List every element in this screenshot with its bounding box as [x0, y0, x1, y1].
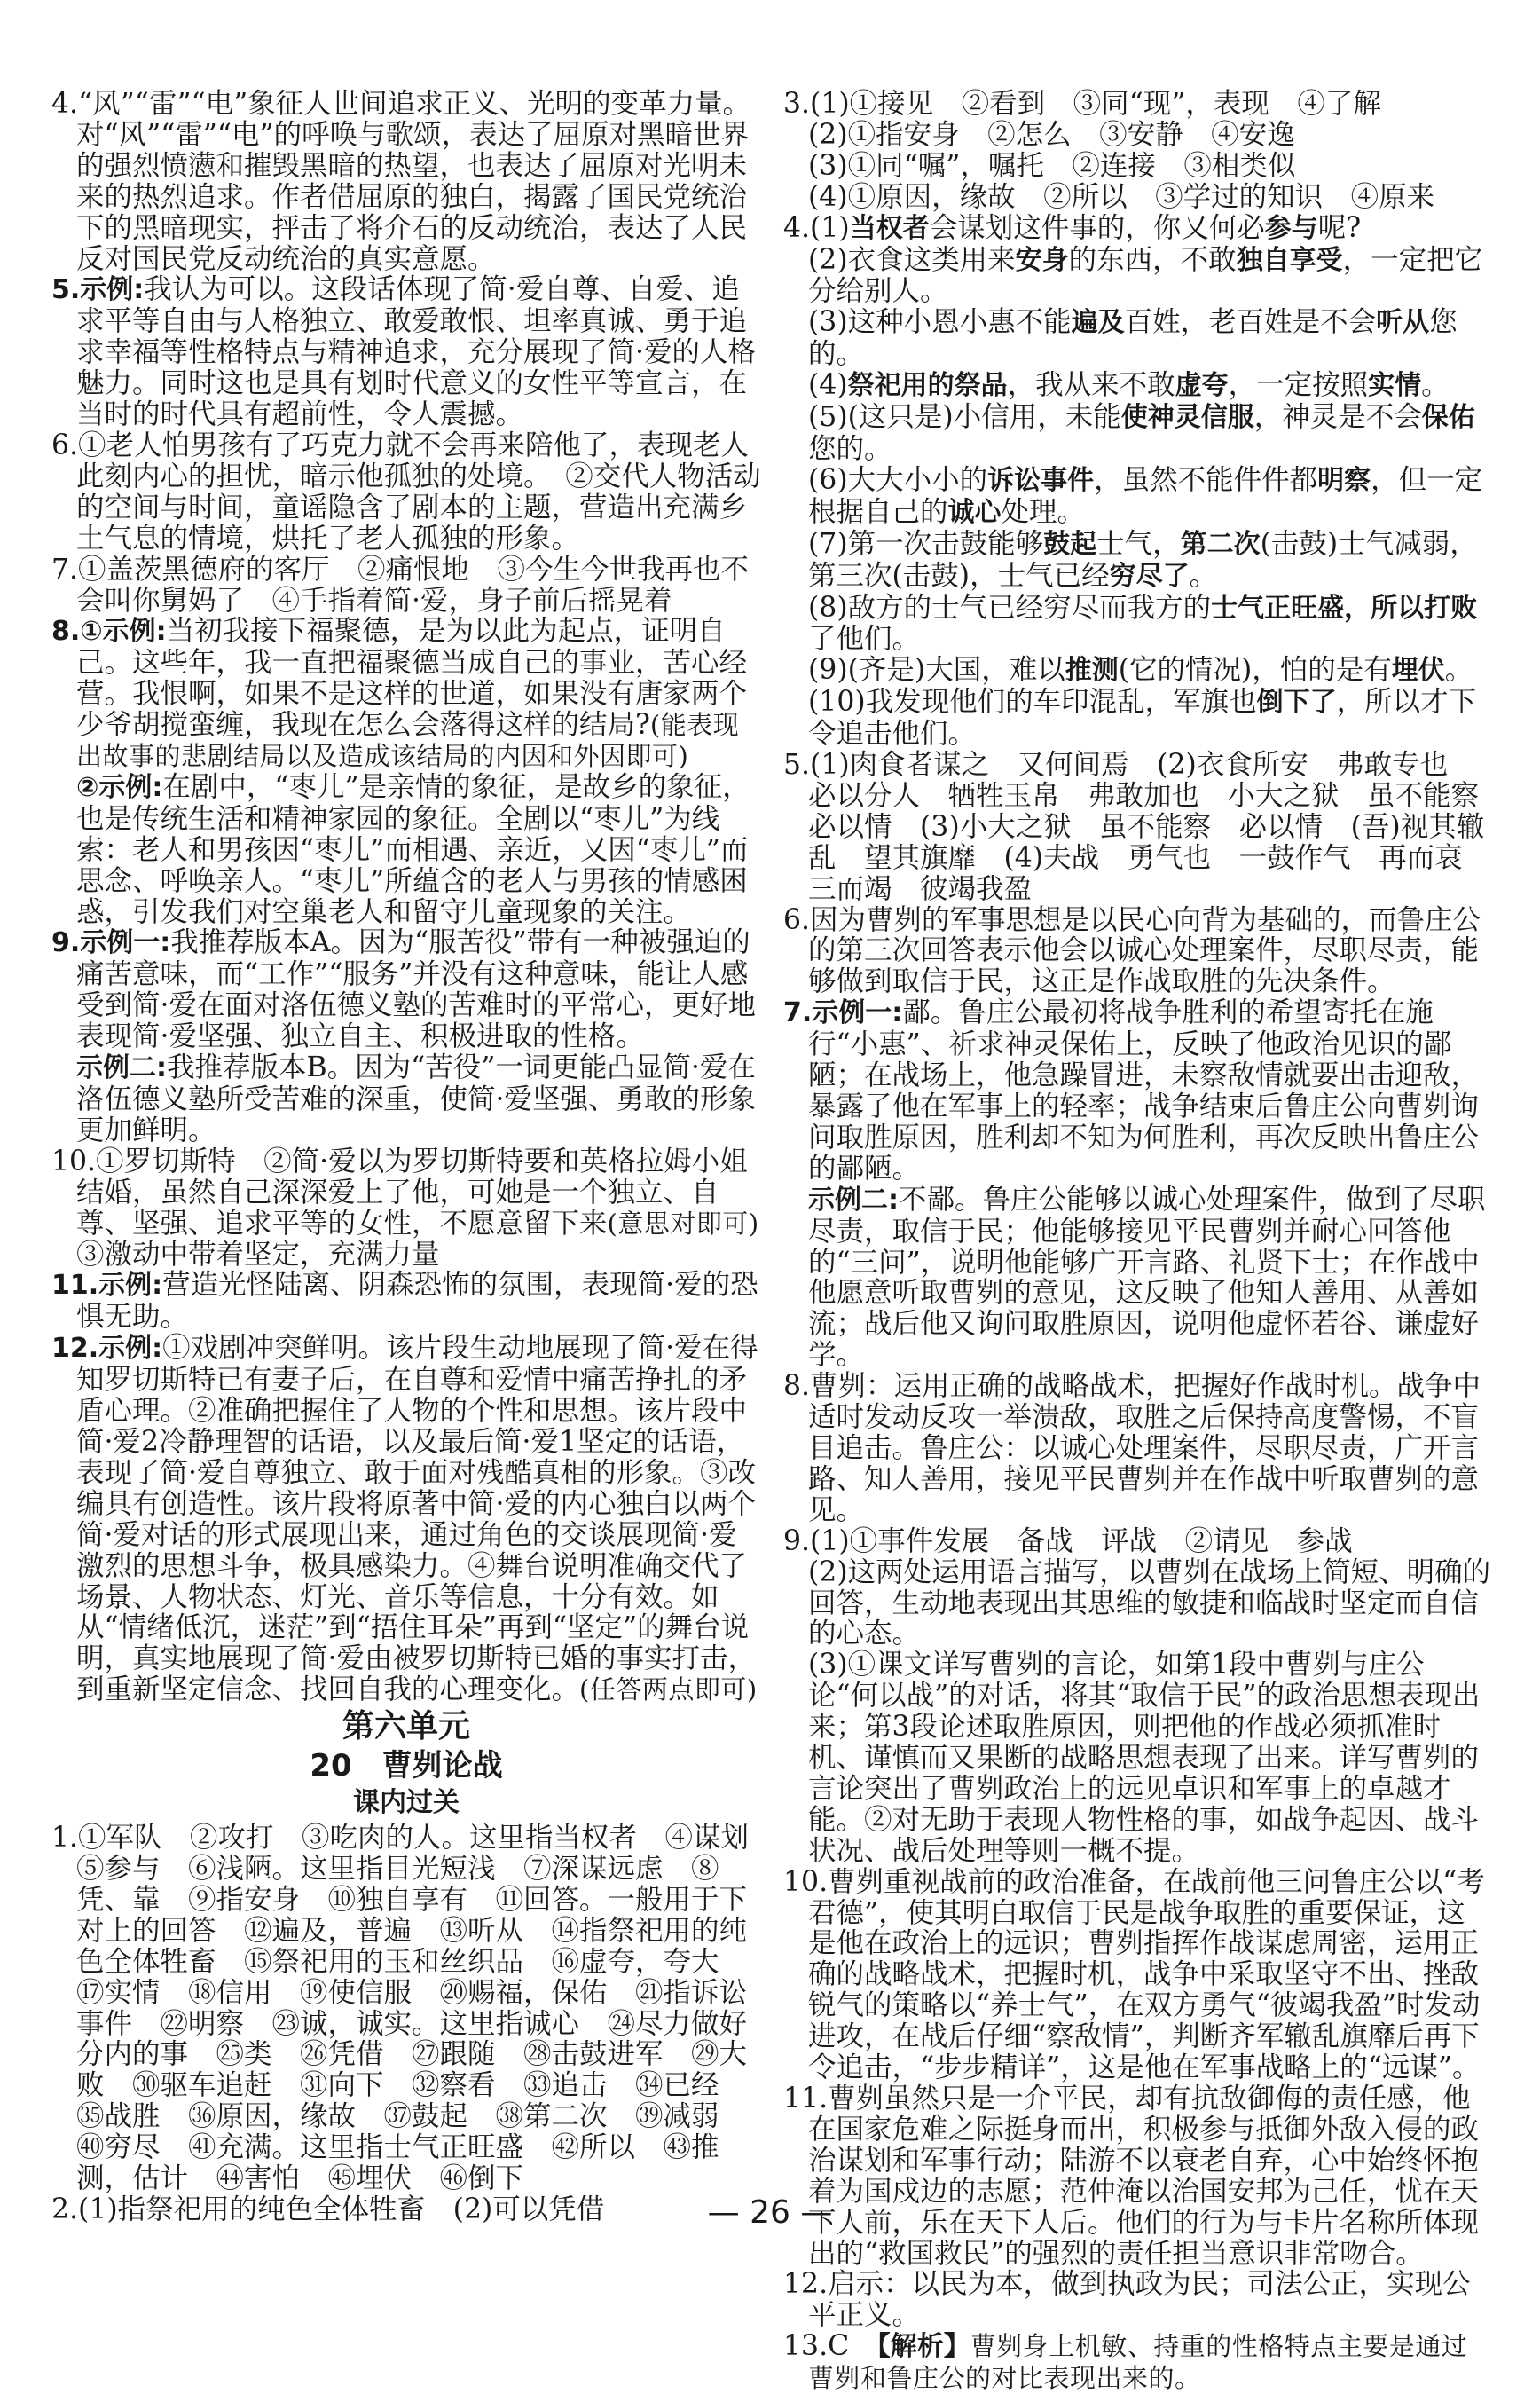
lesson-answer-7: 7.示例一:鄙。鲁庄公最初将战争胜利的希望寄托在施行“小惠”、祈求神灵保佑上，反映了他政治见识的鄙陋；在战场上，他急躁冒进，未察敌情就要出击迎敌，暴露了他在军事上的轻率；战争结束后鲁庄公向曹刿询问取胜原因，胜利却不知为何胜利，再次反映出鲁庄公的鄙陋。 — [783, 996, 1480, 1185]
section-title: 课内过关 — [353, 1787, 460, 1819]
answer-10: 10.①罗切斯特 ②简·爱以为罗切斯特要和英格拉姆小姐结婚，虽然自己深深爱上了他，可她是一个独立、自尊、坚强、追求平等的女性，不愿意留下来(意思对即可) ③激动中带着坚定，充满力量 — [51, 1145, 788, 1271]
page-number: — 26 — — [707, 2194, 833, 2231]
lesson-answer-9-1: 9.(1)①事件发展 备战 评战 ②请见 参战 — [783, 1524, 1353, 1557]
answer-6: 6.①老人怕男孩有了巧克力就不会再来陪他了，表现老人此刻内心的担忧，暗示他孤独的处境。 ②交代人物活动的空间与时间，童谣隐含了剧本的主题，营造出充满乡土气息的情境，烘托了老人孤独的形象。 — [51, 429, 761, 555]
lesson-answer-13: 13.C 【解析】曹刿身上机敏、持重的性格特点主要是通过曹刿和鲁庄公的对比表现出来的。 — [783, 2330, 1468, 2394]
lesson-answer-7-example2: 示例二:不鄙。鲁庄公能够以诚心处理案件，做到了尽职尽责，取信于民；他能够接见平民曹刿并耐心回答他的“三问”，说明他能够广开言路、礼贤下士；在作战中他愿意听取曹刿的意见，这反映了他知人善用、从善如流；战后他又询问取胜原因，说明他虚怀若谷、谦虚好学。 — [808, 1183, 1486, 1372]
lesson-answer-1: 1.①军队 ②攻打 ③吃肉的人。这里指当权者 ④谋划 ⑤参与 ⑥浅陋。这里指目光短浅 ⑦深谋远虑 ⑧凭、靠 ⑨指安身 ⑩独自享有 ⑪回答。一般用于下对上的回答 ⑫遍及，普遍 ⑬听从 ⑭指祭祀用的纯色全体牲畜 ⑮祭祀用的玉和丝织品 ⑯虚夸，夸大 ⑰实情 ⑱信用 ⑲使信服 ⑳赐福，保佑 ㉑指诉讼事件 ㉒明察 ㉓诚，诚实。这里指诚心 ㉔尽力做好分内的事 ㉕类 ㉖凭借 ㉗跟随 ㉘击鼓进军 ㉙大败 ㉚驱车追赶 ㉛向下 ㉜察看 ㉝追击 ㉞已经 ㉟战胜 ㊱原因，缘故 ㊲鼓起 ㊳第二次 ㊴减弱 ㊵穷尽 ㊶充满。这里指士气正旺盛 ㊷所以 ㊸推测，估计 ㊹害怕 ㊺埋伏 ㊻倒下 — [51, 1822, 777, 2195]
answer-9-example2: 示例二:我推荐版本B。因为“苦役”一词更能凸显简·爱在洛伍德义塾所受苦难的深重，使简·爱坚强、勇敢的形象更加鲜明。 — [76, 1051, 757, 1146]
answer-5: 5.示例:我认为可以。这段话体现了简·爱自尊、自爱、追求平等自由与人格独立、敢爱敢恨、坦率真诚、勇于追求幸福等性格特点与精神追求，充分展现了简·爱的人格魅力。同时这也是具有划时代意义的女性平等宣言，在当时的时代具有超前性，令人震撼。 — [51, 273, 757, 431]
lesson-answer-4-10: (10)我发现他们的车印混乱，军旗也倒下了，所以才下令追击他们。 — [808, 686, 1477, 751]
lesson-answer-3: 3.(1)①接见 ②看到 ③同“现”，表现 ④了解 — [783, 88, 1381, 120]
lesson-answer-5: 5.(1)肉食者谋之 又何间焉 (2)衣食所安 弗敢专也 必以分人 牺牲玉帛 弗敢加也 小大之狱 虽不能察 必以情 (3)小大之狱 虽不能察 必以情 (吾)视其辙乱 望其旗靡 (4)夫战 勇气也 一鼓作气 再而衰 三而竭 彼竭我盈 — [783, 749, 1507, 905]
answer-4: 4.“风”“雷”“电”象征人世间追求正义、光明的变革力量。对“风”“雷”“电”的呼唤与歌颂，表达了屈原对黑暗世界的强烈愤懑和摧毁黑暗的热望，也表达了屈原对光明未来的热烈追求。作者借屈原的独白，揭露了国民党统治下的黑暗现实，抨击了将介石的反动统治，表达了人民反对国民党反动统治的真实意愿。 — [51, 88, 751, 275]
answer-11: 11.示例:营造光怪陆离、阴森恐怖的氛围，表现简·爱的恐惧无助。 — [51, 1269, 758, 1334]
lesson-answer-4-1: 4.(1)当权者会谋划这件事的，你又何必参与呢? — [783, 211, 1362, 244]
answer-12: 12.示例:①戏剧冲突鲜明。该片段生动地展现了简·爱在得知罗切斯特已有妻子后，在自尊和爱情中痛苦挣扎的矛盾心理。②准确把握住了人物的个性和思想。该片段中简·爱2冷静理智的话语，以及最后简·爱1坚定的话语，表现了简·爱自尊独立、敢于面对残酷真相的形象。③改编具有创造性。该片段将原著中简·爱的内心独白以两个简·爱对话的形式展现出来，通过角色的交谈展现简·爱激烈的思想斗争，极具感染力。④舞台说明准确交代了场景、人物状态、灯光、音乐等信息，十分有效。如从“情绪低沉，迷茫”到“捂住耳朵”再到“坚定”的舞台说明，真实地展现了简·爱由被罗切斯特已婚的事实打击，到重新坚定信念、找回自我的心理变化。(任答两点即可) — [51, 1332, 758, 1706]
lesson-answer-9-2: (2)这两处运用语言描写，以曹刿在战场上简短、明确的回答，生动地表现出其思维的敏捷和临战时坚定而自信的心态。 — [808, 1555, 1491, 1650]
lesson-answer-8: 8.曹刿：运用正确的战略战术，把握好作战时机。战争中适时发动反攻一举溃敌，取胜之后保持高度警惕，不盲目追击。鲁庄公：以诚心处理案件，尽职尽责，广开言路、知人善用，接见平民曹刿并在作战中听取曹刿的意见。 — [783, 1370, 1481, 1526]
answer-8-part2: ②示例:在剧中，“枣儿”是亲情的象征，是故乡的象征，也是传统生活和精神家园的象征。全剧以“枣儿”为线索：老人和男孩因“枣儿”而相遇、亲近，又因“枣儿”而思念、呼唤亲人。“枣儿”所蕴含的老人与男孩的情感困惑，引发我们对空巢老人和留守儿童现象的关注。 — [76, 770, 750, 928]
lesson-answer-4-4: (4)祭祀用的祭品，我从来不敢虚夸，一定按照实情。 — [808, 369, 1450, 402]
lesson-answer-4-3: (3)这种小恩小惠不能遍及百姓，老百姓是不会听从您的。 — [808, 306, 1458, 371]
lesson-title: 20 曹刿论战 — [310, 1748, 503, 1784]
lesson-answer-3-3: (3)①同“嘱”，嘱托 ②连接 ③相类似 — [808, 149, 1296, 182]
lesson-answer-10: 10.曹刿重视战前的政治准备，在战前他三问鲁庄公以“考君德”，使其明白取信于民是战争取胜的重要保证，这是他在政治上的远识；曹刿指挥作战谋虑周密，运用正确的战略战术，把握时机，战争中采取坚守不出、挫敌锐气的策略以“养士气”，在双方勇气“彼竭我盈”时发动进攻，在战后仔细“察敌情”，判断齐军辙乱旗靡后再下令追击，“步步精详”，这是他在军事战略上的“远谋”。 — [783, 1865, 1485, 2084]
right-column — [783, 88, 1507, 2394]
lesson-answer-11: 11.曹刿虽然只是一介平民，却有抗敌御侮的责任感，他在国家危难之际挺身而出，积极参与抵御外敌入侵的政治谋划和军事行动；陆游不以衰老自弃，心中始终怀抱着为国戍边的志愿；范仲淹以治国安邦为己任，忧在天下人前，乐在天下人后。他们的行为与卡片名称所体现出的“救国救民”的强烈的责任担当意识非常吻合。 — [783, 2083, 1480, 2270]
lesson-answer-4-8: (8)敌方的士气已经穷尽而我方的士气正旺盛，所以打败了他们。 — [808, 591, 1478, 656]
lesson-answer-9-3: (3)①课文详写曹刿的言论，如第1段中曹刿与庄公论“何以战”的对话，将其“取信于民”的政治思想表现出来；第3段论述取胜原因，则把他的作战必须抓准时机、谨慎而又果断的战略思想表现了出来。详写曹刿的言论突出了曹刿政治上的远见卓识和军事上的卓越才能。②对无助于表现人物性格的事，如战争起因、战斗状况、战后处理等则一概不提。 — [808, 1649, 1481, 1867]
lesson-answer-4-6: (6)大大小小的诉讼事件，虽然不能件件都明察，但一定根据自己的诚心处理。 — [808, 463, 1483, 528]
lesson-answer-3-4: (4)①原因，缘故 ②所以 ③学过的知识 ④原来 — [808, 180, 1435, 213]
answer-8: 8.①示例:当初我接下福聚德，是为以此为起点，证明自己。这些年，我一直把福聚德当成自己的事业，苦心经营。我恨啊，如果不是这样的世道，如果没有唐家两个少爷胡搅蛮缠，我现在怎么会落得这样的结局?(能表现出故事的悲剧结局以及造成该结局的内因和外因即可) — [51, 615, 748, 772]
left-column — [51, 88, 788, 2225]
lesson-answer-4-7: (7)第一次击鼓能够鼓起士气，第二次(击鼓)士气减弱，第三次(击鼓)，士气已经穷尽了。 — [808, 527, 1478, 592]
lesson-answer-2: 2.(1)指祭祀用的纯色全体牲畜 (2)可以凭借 — [51, 2193, 605, 2225]
lesson-answer-6: 6.因为曹刿的军事思想是以民心向背为基础的，而鲁庄公的第三次回答表示他会以诚心处理案件，尽职尽责，能够做到取信于民，这正是作战取胜的先决条件。 — [783, 903, 1481, 998]
answer-7: 7.①盖茨黑德府的客厅 ②痛恨地 ③今生今世我再也不会叫你舅妈了 ④手指着简·爱，身子前后摇晃着 — [51, 553, 750, 617]
lesson-answer-4-2: (2)衣食这类用来安身的东西，不敢独自享受，一定把它分给别人。 — [808, 243, 1483, 308]
lesson-answer-3-2: (2)①指安身 ②怎么 ③安静 ④安逸 — [808, 118, 1295, 151]
lesson-answer-12: 12.启示：以民为本，做到执政为民；司法公正，实现公平正义。 — [783, 2268, 1471, 2332]
answer-9: 9.示例一:我推荐版本A。因为“服苦役”带有一种被强迫的痛苦意味，而“工作”“服务”并没有这种意味，能让人感受到简·爱在面对洛伍德义塾的苦难时的平常心，更好地表现简·爱坚强、独立自主、积极进取的性格。 — [51, 926, 757, 1053]
lesson-answer-4-5: (5)(这只是)小信用，未能使神灵信服，神灵是不会保佑您的。 — [808, 401, 1475, 465]
lesson-answer-4-9: (9)(齐是)大国，难以推测(它的情况)，怕的是有埋伏。 — [808, 654, 1473, 687]
unit-title: 第六单元 — [342, 1708, 470, 1745]
